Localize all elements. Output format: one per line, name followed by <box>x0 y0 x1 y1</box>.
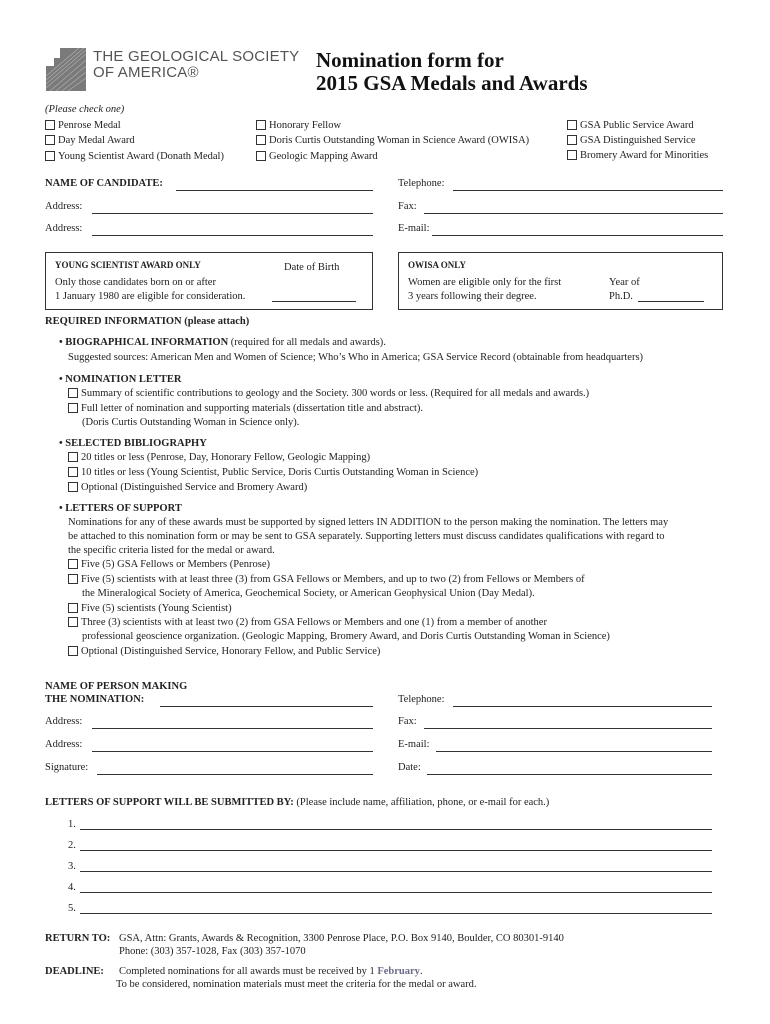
support-option-mapping-cont: professional geoscience organization. (Geologic Mapping, Bromery Award, and Doris Curtis Outstanding Woman in Science) <box>82 631 610 642</box>
option-label: Optional (Distinguished Service, Honorary Fellow, and Public Service) <box>81 646 381 657</box>
deadline-criteria: To be considered, nomination materials must meet the criteria for the medal or award. <box>116 979 477 990</box>
year-label-1: Year of <box>609 277 640 288</box>
letter-item-field-3[interactable] <box>80 871 712 872</box>
candidate-fax-label: Fax: <box>398 201 417 212</box>
bibliography-heading: • SELECTED BIBLIOGRAPHY <box>59 438 207 449</box>
award-label: Bromery Award for Minorities <box>580 150 709 161</box>
letters-submitted-note: (Please include name, affiliation, phone, or e-mail for each.) <box>293 797 550 808</box>
return-phone: Phone: (303) 357-1028, Fax (303) 357-1070 <box>119 946 306 957</box>
nominator-fax-label: Fax: <box>398 716 417 727</box>
bio-sources: Suggested sources: American Men and Women of Science; Who’s Who in America; GSA Service Record (obtainable from headquarters) <box>68 352 644 363</box>
option-label: Optional (Distinguished Service and Bromery Award) <box>81 482 308 493</box>
deadline-label: DEADLINE: <box>45 966 104 977</box>
letter-option-full[interactable] <box>68 403 423 414</box>
checkbox[interactable] <box>567 150 577 160</box>
award-option-owisa[interactable] <box>256 135 529 146</box>
letter-option-summary[interactable] <box>68 388 589 399</box>
candidate-address2-label: Address: <box>45 223 83 234</box>
signature-label: Signature: <box>45 762 89 773</box>
biblio-option-optional[interactable] <box>68 482 307 493</box>
bio-note: (required for all medals and awards). <box>228 337 386 348</box>
deadline-text <box>119 966 423 977</box>
option-label: 10 titles or less (Young Scientist, Public Service, Doris Curtis Outstanding Woman in Science) <box>81 467 479 478</box>
deadline-text-a: Completed nominations for all awards must be received by 1 <box>119 966 378 977</box>
letters-submitted-heading-row <box>45 797 549 808</box>
candidate-telephone-label: Telephone: <box>398 178 445 189</box>
option-label: Five (5) scientists with at least three (3) from GSA Fellows or Members, and up to two (2) from Fellows or Members of <box>81 574 585 585</box>
support-paragraph-1: Nominations for any of these awards must be supported by signed letters IN ADDITION to the person making the nomination. The letters may <box>68 517 669 528</box>
page-title <box>316 49 588 95</box>
owisa-text-1: Women are eligible only for the first <box>408 277 562 288</box>
org-line-2: OF AMERICA® <box>93 64 199 81</box>
award-label: Honorary Fellow <box>269 120 342 131</box>
nominator-telephone-field[interactable] <box>453 706 712 707</box>
support-option-mapping[interactable] <box>68 617 547 628</box>
letters-of-support-heading: • LETTERS OF SUPPORT <box>59 503 182 514</box>
deadline-text-b: . <box>419 966 423 977</box>
young-scientist-text-2: 1 January 1980 are eligible for consideration. <box>55 291 246 302</box>
date-of-birth-field[interactable] <box>272 301 356 302</box>
nominator-address-field[interactable] <box>92 728 373 729</box>
date-field[interactable] <box>427 774 712 775</box>
checkbox[interactable] <box>68 452 78 462</box>
year-label-2: Ph.D. <box>609 291 633 302</box>
checkbox[interactable] <box>68 559 78 569</box>
candidate-email-label: E-mail: <box>398 223 430 234</box>
phd-year-field[interactable] <box>638 301 704 302</box>
award-label: GSA Distinguished Service <box>580 135 696 146</box>
option-label: Five (5) GSA Fellows or Members (Penrose) <box>81 559 270 570</box>
award-option-public-service[interactable] <box>567 120 694 131</box>
date-label: Date: <box>398 762 421 773</box>
award-label: Day Medal Award <box>58 135 135 146</box>
organization-name <box>93 49 299 81</box>
nominator-name-field[interactable] <box>160 706 373 707</box>
nominator-address2-label: Address: <box>45 739 83 750</box>
award-label: Penrose Medal <box>58 120 121 131</box>
checkbox[interactable] <box>256 151 266 161</box>
award-label: GSA Public Service Award <box>580 120 694 131</box>
candidate-address-field[interactable] <box>92 213 373 214</box>
support-option-day[interactable] <box>68 574 585 585</box>
nominator-name-label-2: THE NOMINATION: <box>45 694 145 705</box>
checkbox[interactable] <box>68 403 78 413</box>
checkbox[interactable] <box>68 388 78 398</box>
checkbox[interactable] <box>256 120 266 130</box>
nominator-telephone-label: Telephone: <box>398 694 445 705</box>
letter-item-number: 3. <box>68 861 76 872</box>
support-paragraph-3: the specific criteria listed for the medal or award. <box>68 545 275 556</box>
option-label: 20 titles or less (Penrose, Day, Honorary Fellow, Geologic Mapping) <box>81 452 371 463</box>
support-option-optional[interactable] <box>68 646 380 657</box>
nominator-fax-field[interactable] <box>424 728 712 729</box>
award-label: Geologic Mapping Award <box>269 151 378 162</box>
nomination-letter-heading: • NOMINATION LETTER <box>59 374 182 385</box>
award-label: Doris Curtis Outstanding Woman in Science Award (OWISA) <box>269 135 530 146</box>
letter-item-number: 1. <box>68 819 76 830</box>
owisa-heading: OWISA ONLY <box>408 260 466 270</box>
bio-heading: • BIOGRAPHICAL INFORMATION <box>59 337 229 348</box>
letter-item-number: 2. <box>68 840 76 851</box>
candidate-name-label: NAME OF CANDIDATE: <box>45 178 163 189</box>
candidate-name-field[interactable] <box>176 190 373 191</box>
support-option-young[interactable] <box>68 603 232 614</box>
letter-item-field-5[interactable] <box>80 913 712 914</box>
candidate-telephone-field[interactable] <box>453 190 723 191</box>
checkbox[interactable] <box>68 617 78 627</box>
support-paragraph-2: be attached to this nomination form or may be sent to GSA separately. Supporting letters must discuss candidates qualifications with regard to <box>68 531 665 542</box>
return-to-label: RETURN TO: <box>45 933 111 944</box>
award-option-penrose[interactable] <box>45 120 121 131</box>
letters-submitted-heading: LETTERS OF SUPPORT WILL BE SUBMITTED BY: <box>45 797 294 808</box>
checkbox[interactable] <box>68 482 78 492</box>
letter-item-field-1[interactable] <box>80 829 712 830</box>
nominator-email-field[interactable] <box>436 751 712 752</box>
checkbox[interactable] <box>256 135 266 145</box>
nominator-address-label: Address: <box>45 716 83 727</box>
required-info-heading: REQUIRED INFORMATION (please attach) <box>45 316 250 327</box>
support-option-penrose[interactable] <box>68 559 270 570</box>
nominator-name-label-1: NAME OF PERSON MAKING <box>45 681 188 692</box>
checkbox[interactable] <box>567 135 577 145</box>
award-option-geologic-mapping[interactable] <box>256 151 378 162</box>
checkbox[interactable] <box>68 646 78 656</box>
award-option-distinguished-service[interactable] <box>567 135 696 146</box>
letter-item-number: 4. <box>68 882 76 893</box>
nominator-email-label: E-mail: <box>398 739 430 750</box>
option-label: Summary of scientific contributions to geology and the Society. 300 words or less. (Required for all medals and awards.) <box>81 388 590 399</box>
date-of-birth-label: Date of Birth <box>284 262 340 273</box>
biblio-option-10[interactable] <box>68 467 478 478</box>
return-address: GSA, Attn: Grants, Awards & Recognition, 3300 Penrose Place, P.O. Box 9140, Boulder, CO 80301-9140 <box>119 933 564 944</box>
biblio-option-20[interactable] <box>68 452 370 463</box>
checkbox[interactable] <box>567 120 577 130</box>
candidate-address2-field[interactable] <box>92 235 373 236</box>
option-label: Five (5) scientists (Young Scientist) <box>81 603 232 614</box>
gsa-logo <box>46 48 86 91</box>
checkbox[interactable] <box>68 603 78 613</box>
checkbox[interactable] <box>45 151 55 161</box>
option-label: Three (3) scientists with at least two (2) from GSA Fellows or Members and one (1) from a member of another <box>81 617 547 628</box>
signature-field[interactable] <box>97 774 373 775</box>
checkbox[interactable] <box>45 120 55 130</box>
title-line-1: Nomination form for <box>316 48 504 72</box>
nominator-address2-field[interactable] <box>92 751 373 752</box>
letter-item-number: 5. <box>68 903 76 914</box>
bio-heading-row <box>59 337 386 348</box>
owisa-text-2: 3 years following their degree. <box>408 291 537 302</box>
award-label: Young Scientist Award (Donath Medal) <box>58 151 224 162</box>
award-option-young-scientist[interactable] <box>45 151 224 162</box>
support-option-day-cont: the Mineralogical Society of America, Geochemical Society, or American Geophysical Union (Day Medal). <box>82 588 535 599</box>
checkbox[interactable] <box>68 574 78 584</box>
young-scientist-heading: YOUNG SCIENTIST AWARD ONLY <box>55 260 201 270</box>
candidate-fax-field[interactable] <box>424 213 723 214</box>
letter-item-field-2[interactable] <box>80 850 712 851</box>
award-instruction: (Please check one) <box>45 104 125 115</box>
deadline-month: February <box>377 966 420 977</box>
candidate-email-field[interactable] <box>432 235 723 236</box>
option-label: Full letter of nomination and supporting materials (dissertation title and abstract). <box>81 403 424 414</box>
award-option-day[interactable] <box>45 135 135 146</box>
letter-option-full-note: (Doris Curtis Outstanding Woman in Science only). <box>82 417 300 428</box>
young-scientist-text-1: Only those candidates born on or after <box>55 277 216 288</box>
award-option-bromery[interactable] <box>567 150 708 161</box>
checkbox[interactable] <box>45 135 55 145</box>
title-line-2: 2015 GSA Medals and Awards <box>316 71 588 95</box>
award-option-honorary-fellow[interactable] <box>256 120 341 131</box>
org-line-1: THE GEOLOGICAL SOCIETY <box>93 48 300 65</box>
letter-item-field-4[interactable] <box>80 892 712 893</box>
checkbox[interactable] <box>68 467 78 477</box>
candidate-address-label: Address: <box>45 201 83 212</box>
